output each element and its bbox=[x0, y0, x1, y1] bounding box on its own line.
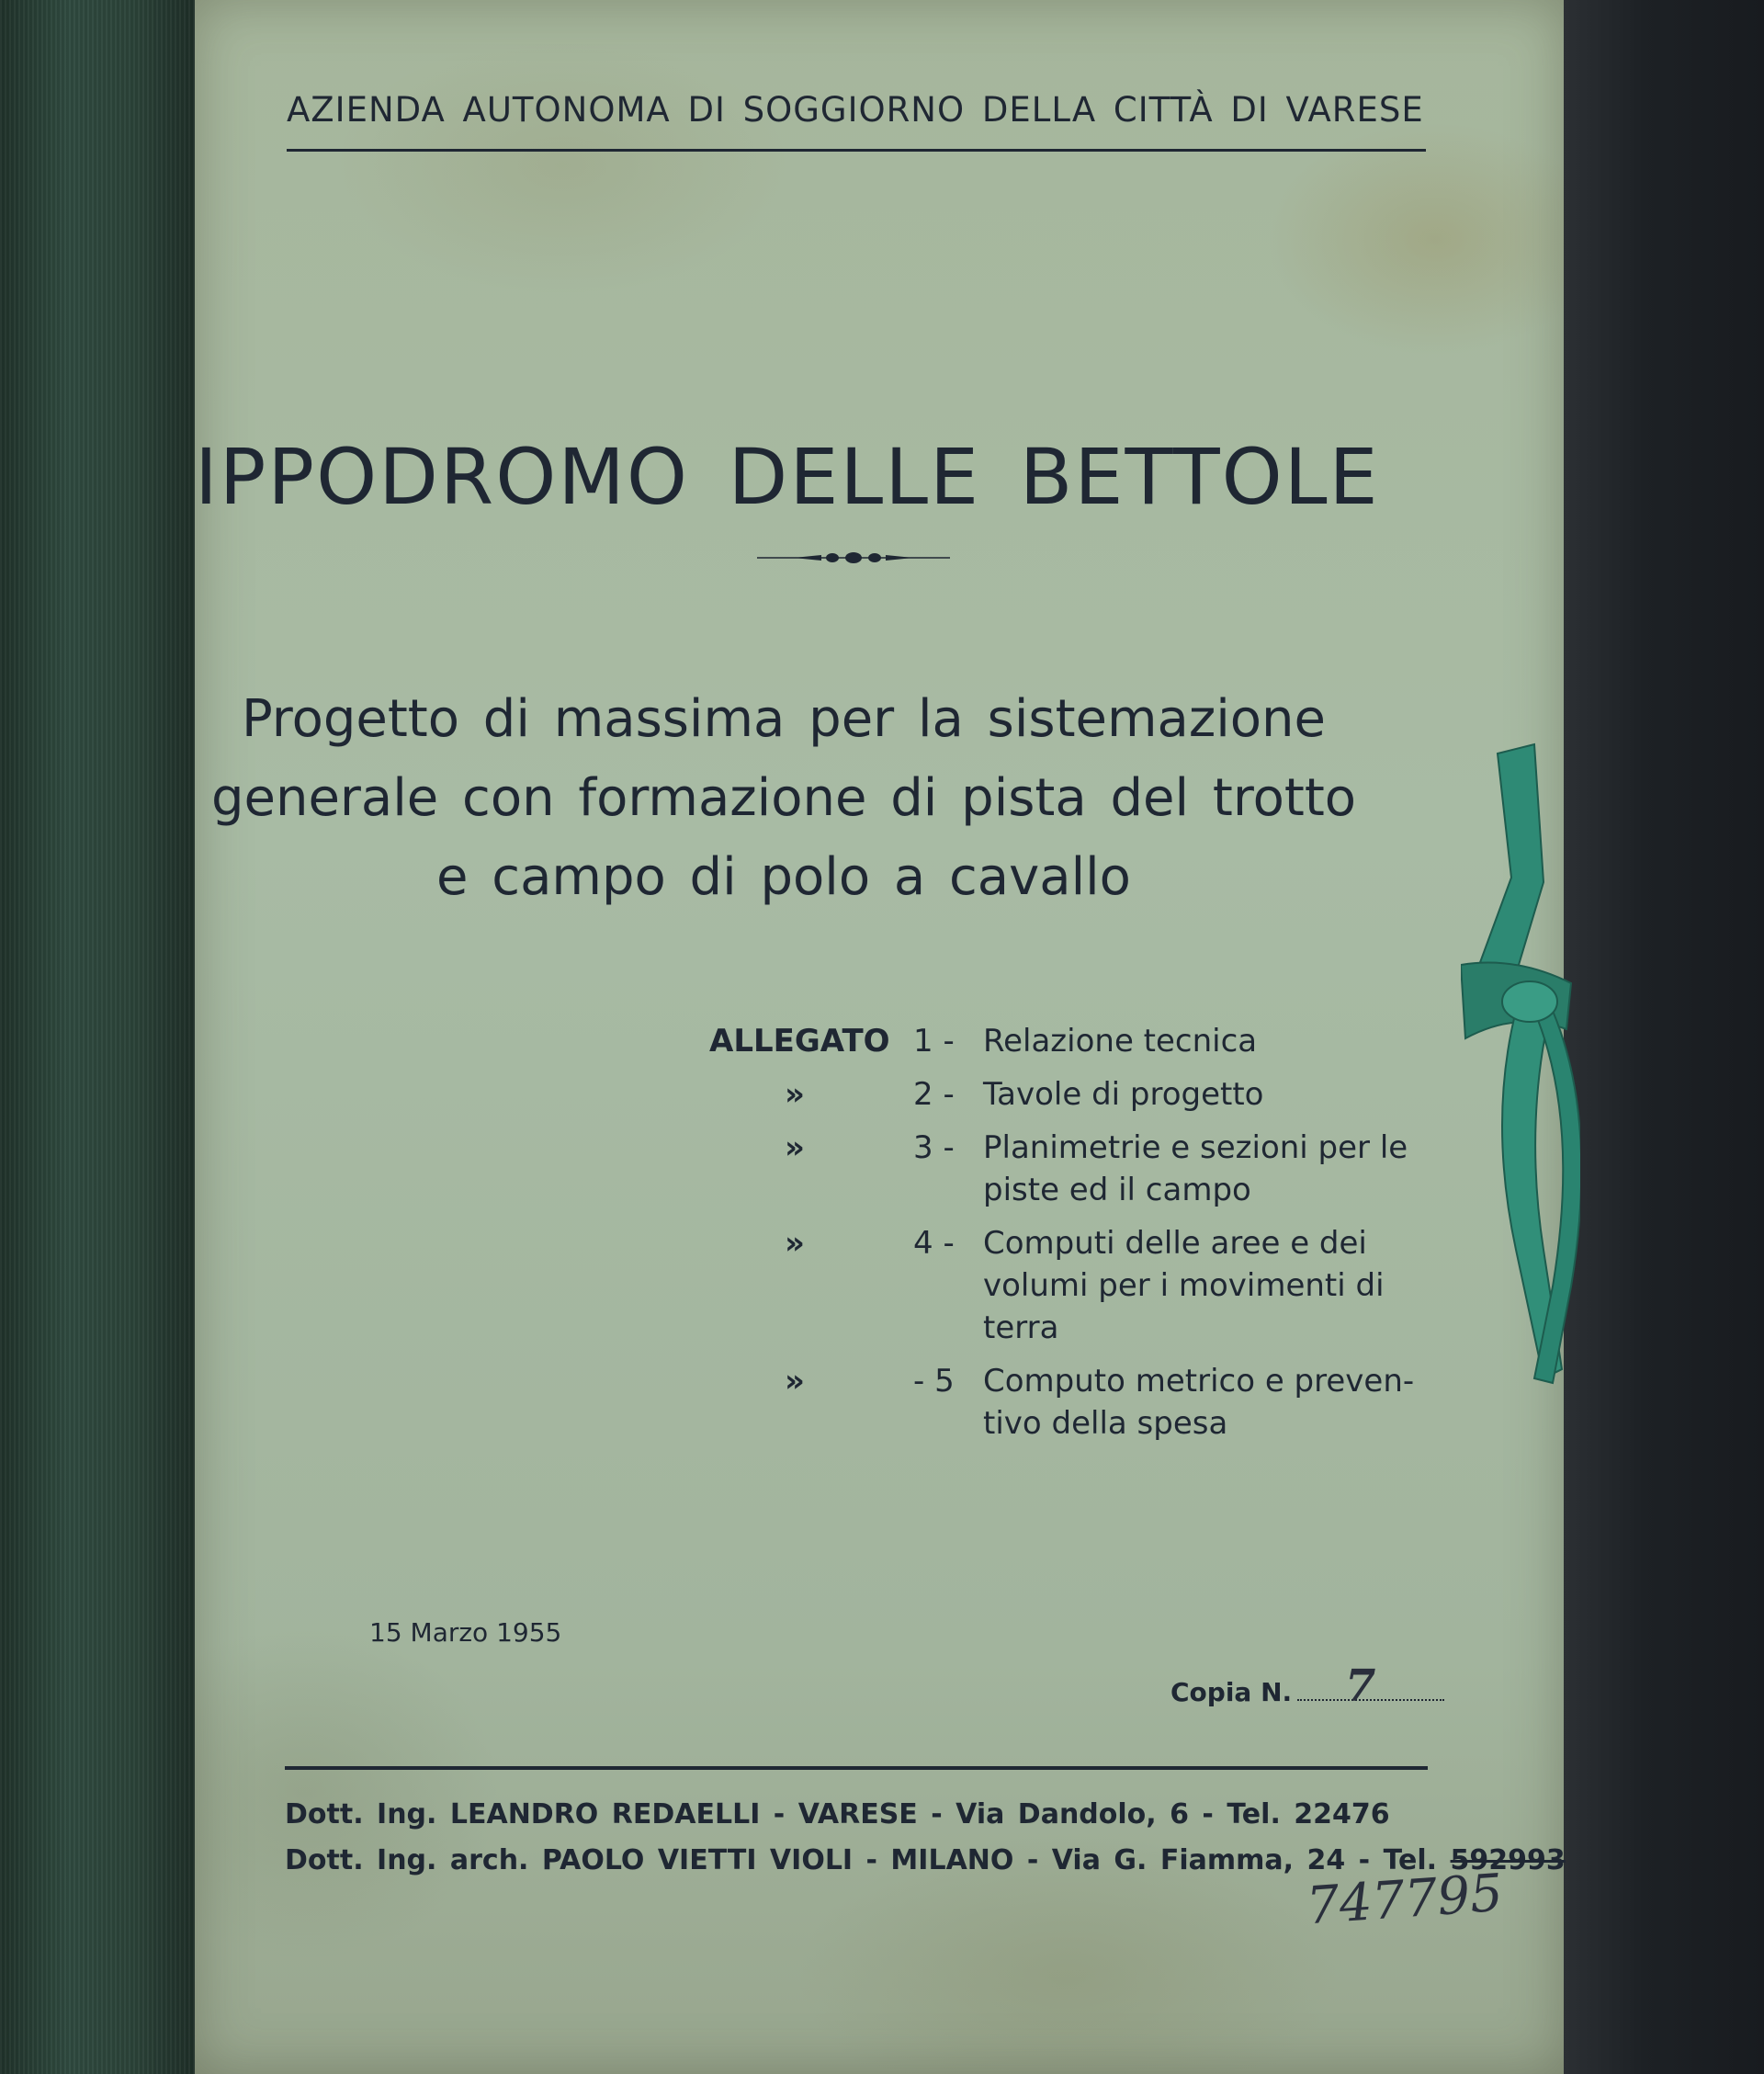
annex-list bbox=[709, 1020, 1444, 1456]
annex-text-line: Planimetrie e sezioni per le bbox=[983, 1129, 1408, 1166]
folder-cover bbox=[195, 0, 1564, 2074]
document-title: IPPODROMO DELLE BETTOLE bbox=[195, 432, 1380, 522]
copy-number bbox=[1170, 1660, 1444, 1712]
annex-text-line: Computo metrico e preven- bbox=[983, 1363, 1415, 1400]
annex-text-line: Computi delle aree e dei bbox=[983, 1225, 1367, 1262]
annex-item bbox=[709, 1222, 1444, 1360]
author-line-text: Dott. Ing. arch. PAOLO VIETTI VIOLI - MILANO - Via G. Fiamma, 24 - Tel. bbox=[285, 1844, 1438, 1876]
annex-item bbox=[709, 1020, 1444, 1073]
annex-text bbox=[983, 1360, 1444, 1445]
annex-text-line: volumi per i movimenti di bbox=[983, 1267, 1385, 1304]
annex-item bbox=[709, 1073, 1444, 1127]
description-line: Progetto di massima per la sistemazione bbox=[241, 689, 1326, 749]
handwritten-phone-number: 747795 bbox=[1304, 1863, 1505, 1937]
annex-text-line: tivo della spesa bbox=[983, 1405, 1228, 1442]
annex-text bbox=[983, 1020, 1444, 1062]
annex-text bbox=[983, 1222, 1444, 1349]
annex-number: 3 - bbox=[913, 1129, 955, 1166]
annex-number: 2 - bbox=[913, 1076, 955, 1113]
ditto-mark: » bbox=[785, 1363, 805, 1400]
ditto-mark: » bbox=[785, 1129, 805, 1166]
annex-text-line: terra bbox=[983, 1309, 1059, 1346]
project-description bbox=[195, 680, 1373, 917]
back-board bbox=[1562, 0, 1764, 2074]
copy-label: Copia N. bbox=[1170, 1677, 1293, 1707]
annex-item bbox=[709, 1360, 1444, 1456]
annex-item bbox=[709, 1127, 1444, 1222]
annex-text-line: Tavole di progetto bbox=[983, 1076, 1264, 1113]
ditto-mark: » bbox=[785, 1076, 805, 1113]
document-date: 15 Marzo 1955 bbox=[369, 1617, 562, 1648]
ribbon-tie bbox=[1461, 735, 1580, 1397]
ornament-divider bbox=[757, 548, 950, 568]
description-line: e campo di polo a cavallo bbox=[436, 847, 1131, 907]
annex-number: - 5 bbox=[913, 1363, 955, 1400]
struck-phone-number: 592993 bbox=[1450, 1844, 1566, 1876]
organization-header: AZIENDA AUTONOMA DI SOGGIORNO DELLA CITTÀ DI VARESE bbox=[287, 90, 1424, 130]
author-line: Dott. Ing. LEANDRO REDAELLI - VARESE - Via Dandolo, 6 - Tel. 22476 bbox=[285, 1798, 1390, 1830]
annex-number: 1 - bbox=[913, 1023, 955, 1060]
footer-rule bbox=[285, 1766, 1428, 1770]
annex-text bbox=[983, 1127, 1444, 1211]
annex-text-line: Relazione tecnica bbox=[983, 1023, 1258, 1060]
annex-number: 4 - bbox=[913, 1225, 955, 1262]
ditto-mark: » bbox=[785, 1225, 805, 1262]
annex-text bbox=[983, 1073, 1444, 1116]
annex-label: ALLEGATO bbox=[709, 1023, 890, 1060]
description-line: generale con formazione di pista del trotto bbox=[210, 768, 1357, 828]
binding-spine bbox=[0, 0, 195, 2074]
header-rule bbox=[287, 149, 1426, 152]
annex-text-line: piste ed il campo bbox=[983, 1172, 1251, 1208]
copy-number-handwritten: 7 bbox=[1345, 1660, 1376, 1712]
